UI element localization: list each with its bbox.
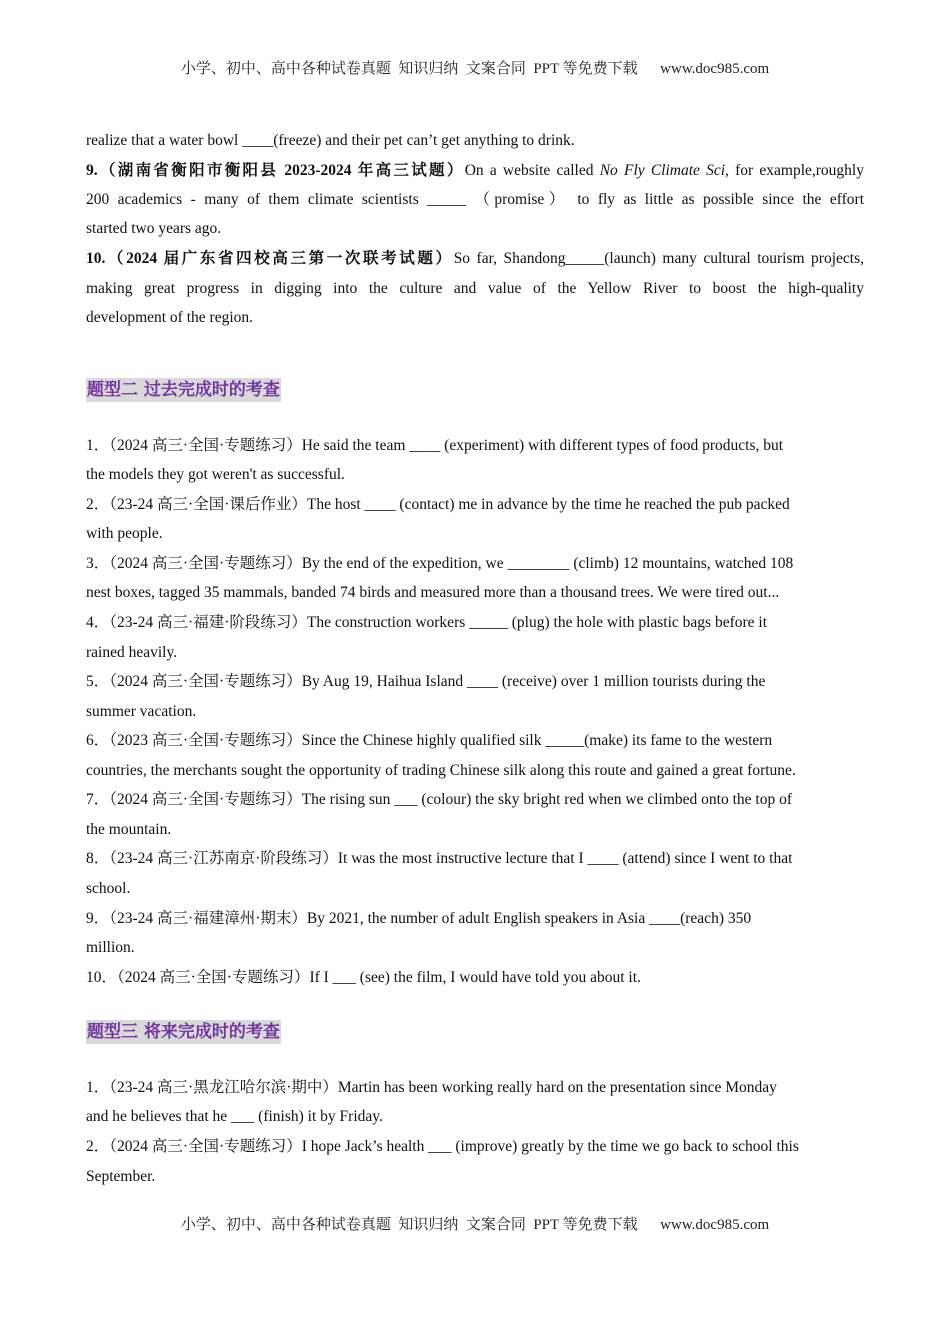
text-line xyxy=(86,672,864,692)
text-segment: countries, the merchants sought the opportunity of trading Chinese silk along this route and gained a great fortune. xyxy=(86,762,796,779)
text-segment: 1．（2024 高三·全国·专题练习）He said the team ____ (experiment) with different types of food products, but xyxy=(86,437,784,454)
text-line xyxy=(86,495,864,515)
text-segment: 6．（2023 高三·全国·专题练习）Since the Chinese highly qualified silk _____(make) its fame to the western xyxy=(86,732,773,749)
text-segment: summer vacation. xyxy=(86,703,197,720)
text-line xyxy=(86,554,864,574)
page-footer: 小学、初中、高中各种试卷真题 知识归纳 文案合同 PPT 等免费下载 www.doc985.com xyxy=(180,1217,770,1233)
text-segment: 200 academics - many of them climate scientists _____ （promise） to fly as little as possible since the effort xyxy=(86,191,864,208)
text-line xyxy=(86,761,864,781)
text-line xyxy=(86,1107,864,1127)
text-segment: rained heavily. xyxy=(86,644,178,661)
question-source: 10.（2024 届广东省四校高三第一次联考试题） xyxy=(86,250,454,267)
text-line xyxy=(86,1078,864,1098)
text-line xyxy=(86,731,864,751)
text-segment: with people. xyxy=(86,525,163,542)
text-segment: development of the region. xyxy=(86,309,254,326)
text-segment: started two years ago. xyxy=(86,220,222,237)
text-line xyxy=(86,279,864,299)
text-line xyxy=(86,613,864,633)
text-line xyxy=(86,465,864,485)
text-line xyxy=(86,909,864,929)
text-segment: 2．（23-24 高三·全国·课后作业）The host ____ (contact) me in advance by the time he reached the pub packed xyxy=(86,496,790,513)
section-title-past-perfect: 题型二 过去完成时的考查 xyxy=(87,380,280,400)
text-segment: the mountain. xyxy=(86,821,172,838)
text-line xyxy=(86,436,864,456)
text-segment: the models they got weren't as successful. xyxy=(86,466,345,483)
text-line xyxy=(86,524,864,544)
text-segment: 1．（23-24 高三·黑龙江哈尔滨·期中）Martin has been working really hard on the presentation since Monday xyxy=(86,1079,777,1096)
text-line xyxy=(86,308,864,328)
text-segment: 8．（23-24 高三·江苏南京·阶段练习）It was the most instructive lecture that I ____ (attend) since I went to that xyxy=(86,850,793,867)
text-segment: and he believes that he ___ (finish) it by Friday. xyxy=(86,1108,383,1125)
text-line xyxy=(86,820,864,840)
text-line xyxy=(86,643,864,663)
section-title-future-perfect: 题型三 将来完成时的考查 xyxy=(87,1022,280,1042)
text-line xyxy=(86,219,864,239)
text-segment: 9．（23-24 高三·福建漳州·期末）By 2021, the number of adult English speakers in Asia ____(reach) 350 xyxy=(86,910,752,927)
text-line xyxy=(86,790,864,810)
text-line xyxy=(86,190,864,210)
text-line xyxy=(86,879,864,899)
text-segment: 4．（23-24 高三·福建·阶段练习）The construction workers _____ (plug) the hole with plastic bags before it xyxy=(86,614,768,631)
text-segment: nest boxes, tagged 35 mammals, banded 74 birds and measured more than a thousand trees. We were tired out... xyxy=(86,584,780,601)
text-line xyxy=(86,1137,864,1157)
text-line xyxy=(86,702,864,722)
text-segment: million. xyxy=(86,939,135,956)
text-segment: 5．（2024 高三·全国·专题练习）By Aug 19, Haihua Island ____ (receive) over 1 million tourists during the xyxy=(86,673,766,690)
text-segment: 3．（2024 高三·全国·专题练习）By the end of the expedition, we ________ (climb) 12 mountains, watched 108 xyxy=(86,555,794,572)
text-line xyxy=(86,1167,864,1187)
text-line xyxy=(86,849,864,869)
page-header: 小学、初中、高中各种试卷真题 知识归纳 文案合同 PPT 等免费下载 www.doc985.com xyxy=(180,61,770,77)
text-segment: school. xyxy=(86,880,131,897)
text-segment: On a website called xyxy=(464,162,600,179)
text-segment: making great progress in digging into the culture and value of the Yellow River to boost the high-quality xyxy=(86,280,864,297)
text-segment: 10．（2024 高三·全国·专题练习）If I ___ (see) the film, I would have told you about it. xyxy=(86,969,641,986)
text-line xyxy=(86,249,864,269)
text-line xyxy=(86,161,864,181)
text-line xyxy=(86,968,864,988)
text-segment: , for example,roughly xyxy=(725,162,864,179)
text-segment: No Fly Climate Sci xyxy=(599,162,726,179)
text-segment: realize that a water bowl ____(freeze) and their pet can’t get anything to drink. xyxy=(86,132,575,149)
text-segment: 2．（2024 高三·全国·专题练习）I hope Jack’s health ___ (improve) greatly by the time we go back to school this xyxy=(86,1138,799,1155)
text-segment: So far, Shandong_____(launch) many cultural tourism projects, xyxy=(453,250,864,267)
text-line xyxy=(86,131,864,151)
text-line xyxy=(86,583,864,603)
question-source: 9.（湖南省衡阳市衡阳县 2023-2024 年高三试题） xyxy=(86,162,465,179)
text-segment: 7．（2024 高三·全国·专题练习）The rising sun ___ (colour) the sky bright red when we climbed onto the top of xyxy=(86,791,793,808)
text-line xyxy=(86,938,864,958)
text-segment: September. xyxy=(86,1168,156,1185)
